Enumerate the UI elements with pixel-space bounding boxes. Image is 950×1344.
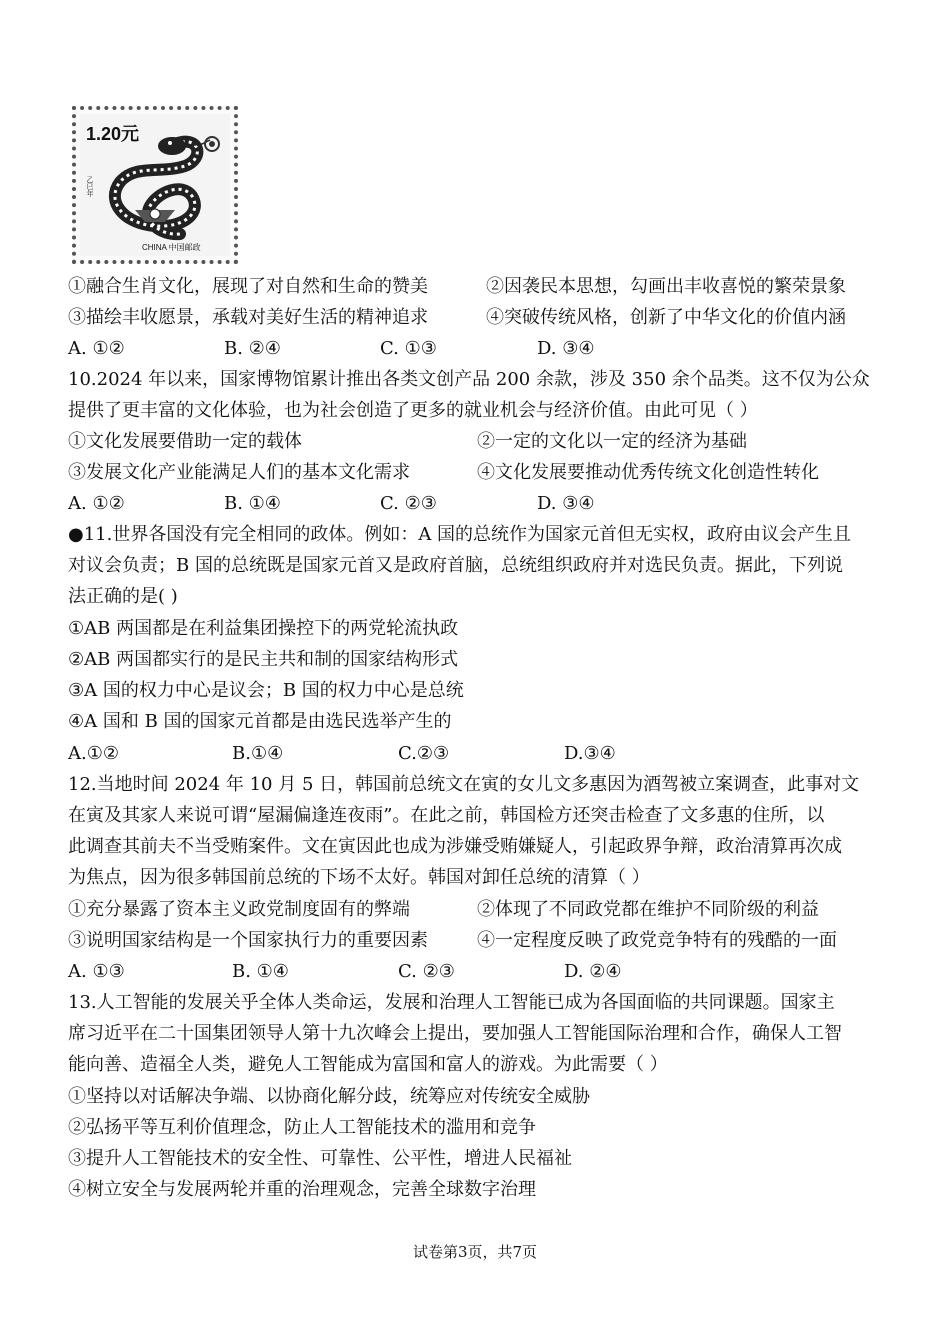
q11-answer-c: C.②③ [398, 743, 450, 764]
q11-answer-a: A.①② [68, 743, 119, 764]
q10-option-2: ②一定的文化以一定的经济为基础 [477, 431, 747, 452]
q10-answer-a: A. ①② [68, 493, 125, 514]
q12-option-1: ①充分暴露了资本主义政党制度固有的弊端 [68, 899, 410, 920]
q10-answer-d: D. ③④ [537, 493, 595, 514]
q12-answer-a: A. ①③ [68, 961, 125, 982]
q10-stem-line-2: 提供了更丰富的文化体验，也为社会创造了更多的就业机会与经济价值。由此可见（ ） [68, 400, 758, 421]
q11-option-1: ①AB 两国都是在利益集团操控下的两党轮流执政 [68, 618, 459, 639]
q11-option-4: ④A 国和 B 国的国家元首都是由选民选举产生的 [68, 711, 452, 732]
snake-stamp-illustration [80, 114, 230, 256]
q11-stem-line-2: 对议会负责；B 国的总统既是国家元首又是政府首脑，总统组织政府并对选民负责。据此，下列说 [68, 555, 843, 576]
q12-option-3: ③说明国家结构是一个国家执行力的重要因素 [68, 930, 428, 951]
q9-option-4: ④突破传统风格，创新了中华文化的价值内涵 [486, 307, 846, 328]
snake-stamp-image [72, 106, 238, 264]
q10-option-1: ①文化发展要借助一定的载体 [68, 431, 302, 452]
q13-option-1: ①坚持以对话解决争端、以协商化解分歧，统筹应对传统安全威胁 [68, 1086, 590, 1107]
q12-option-4: ④一定程度反映了政党竞争特有的残酷的一面 [477, 930, 837, 951]
q12-answer-c: C. ②③ [398, 961, 455, 982]
q9-answer-c: C. ①③ [380, 338, 437, 359]
q11-stem-line-3: 法正确的是( ) [68, 586, 178, 607]
q9-answer-b: B. ②④ [224, 338, 281, 359]
q12-stem-line-4: 为焦点，因为很多韩国前总统的下场不太好。韩国对卸任总统的清算（ ） [68, 867, 650, 888]
q9-option-row-1 [68, 271, 428, 302]
q13-stem-line-3: 能向善、造福全人类，避免人工智能成为富国和富人的游戏。为此需要（ ） [68, 1054, 668, 1075]
stamp-year-text: 乙巳年 [86, 176, 94, 197]
q13-stem-line-1: 13.人工智能的发展关乎全体人类命运，发展和治理人工智能已成为各国面临的共同课题。国家主 [68, 992, 835, 1013]
q10-answer-b: B. ①④ [224, 493, 281, 514]
q9-option-2: ②因袭民本思想，勾画出丰收喜悦的繁荣景象 [486, 276, 846, 297]
q10-stem-line-1: 10.2024 年以来，国家博物馆累计推出各类文创产品 200 余款，涉及 350 余个品类。这不仅为公众 [68, 369, 870, 390]
q13-stem-line-2: 席习近平在二十国集团领导人第十九次峰会上提出，要加强人工智能国际治理和合作，确保人工智 [68, 1023, 842, 1044]
q13-option-2: ②弘扬平等互利价值理念，防止人工智能技术的滥用和竞争 [68, 1117, 536, 1138]
q12-stem-line-2: 在寅及其家人来说可谓“屋漏偏逢连夜雨”。在此之前，韩国检方还突击检查了文多惠的住所，以 [68, 805, 825, 826]
q12-answer-d: D. ②④ [564, 961, 622, 982]
q11-answer-d: D.③④ [564, 743, 616, 764]
q9-option-3: ③描绘丰收愿景，承载对美好生活的精神追求 [68, 307, 428, 328]
q12-answer-b: B. ①④ [232, 961, 289, 982]
q11-answer-b: B.①④ [232, 743, 284, 764]
q9-answer-a: A. ①② [68, 338, 125, 359]
q9-answer-d: D. ③④ [537, 338, 595, 359]
q11-option-2: ②AB 两国都实行的是民主共和制的国家结构形式 [68, 649, 459, 670]
q13-option-4: ④树立安全与发展两轮并重的治理观念，完善全球数字治理 [68, 1179, 536, 1200]
q12-stem-line-3: 此调查其前夫不当受贿案件。文在寅因此也成为涉嫌受贿嫌疑人，引起政界争辩，政治清算再次成 [68, 836, 842, 857]
stamp-face-value: 1.20元 [86, 124, 140, 144]
q9-option-row-2 [68, 302, 428, 333]
q10-option-3: ③发展文化产业能满足人们的基本文化需求 [68, 462, 410, 483]
q9-option-1: ①融合生肖文化，展现了对自然和生命的赞美 [68, 276, 428, 297]
q11-stem-line-1: ●11.世界各国没有完全相同的政体。例如：A 国的总统作为国家元首但无实权，政府由议会产生且 [68, 524, 852, 545]
q10-answer-c: C. ②③ [380, 493, 437, 514]
page-footer: 试卷第3页，共7页 [412, 1243, 538, 1261]
q13-option-3: ③提升人工智能技术的安全性、可靠性、公平性，增进人民福祉 [68, 1148, 572, 1169]
q10-option-4: ④文化发展要推动优秀传统文化创造性转化 [477, 462, 819, 483]
stamp-country-text: CHINA 中国邮政 [142, 243, 201, 252]
q11-option-3: ③A 国的权力中心是议会；B 国的权力中心是总统 [68, 680, 464, 701]
q12-option-2: ②体现了不同政党都在维护不同阶级的利益 [477, 899, 819, 920]
q12-stem-line-1: 12.当地时间 2024 年 10 月 5 日，韩国前总统文在寅的女儿文多惠因为酒驾被立案调查，此事对文 [68, 774, 860, 795]
